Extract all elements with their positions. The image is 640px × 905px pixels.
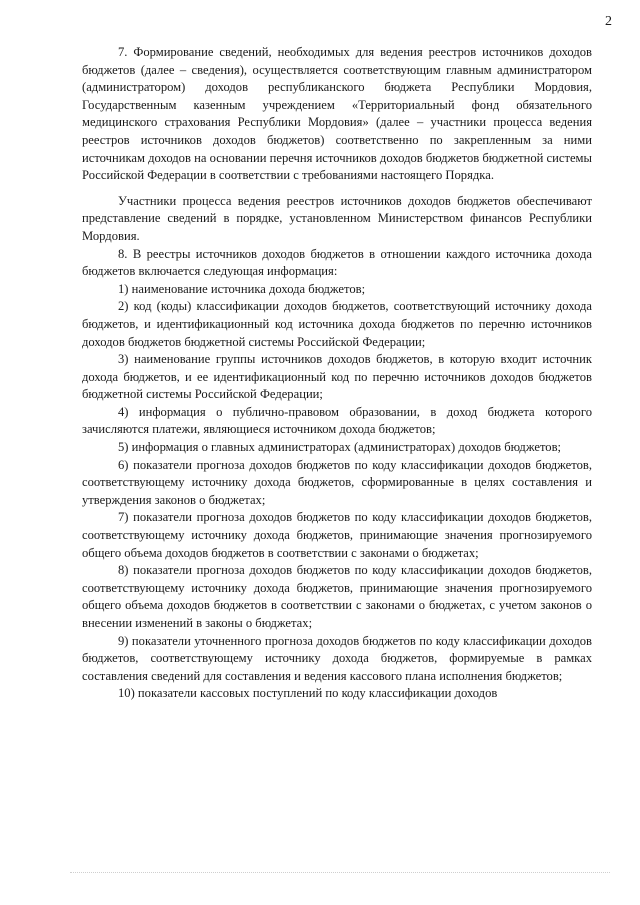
list-item-6: 6) показатели прогноза доходов бюджетов по коду классификации доходов бюджетов, соответствующему источнику дохода бюджетов, сформированные в целях составления и утверждения законов о бюджетах; — [82, 457, 592, 507]
scan-artifact-line — [70, 872, 610, 873]
paragraph-8: 8. В реестры источников доходов бюджетов в отношении каждого источника дохода бюджетов включается следующая информация: — [82, 246, 592, 279]
list-item-4: 4) информация о публично-правовом образовании, в доход бюджета которого зачисляются платежи, являющиеся источником дохода бюджетов; — [82, 404, 592, 437]
list-item-2: 2) код (коды) классификации доходов бюджетов, соответствующий источнику дохода бюджетов, и идентификационный код источника дохода бюджетов по перечню источников доходов бюджетов бюджетной системы Российской Федерации; — [82, 299, 592, 349]
list-item-10: 10) показатели кассовых поступлений по коду классификации доходов — [118, 686, 498, 701]
list-item-9: 9) показатели уточненного прогноза доходов бюджетов по коду классификации доходов бюджетов, соответствующему источнику дохода бюджетов, формируемые в рамках составления сведений для составления и ведения кассового плана исполнения бюджетов; — [82, 633, 592, 683]
list-item-7: 7) показатели прогноза доходов бюджетов по коду классификации доходов бюджетов, соответствующему источнику дохода бюджетов, принимающие значения прогнозируемого общего объема доходов бюджетов в соответствии с законами о бюджетах; — [82, 510, 592, 560]
list-item-3: 3) наименование группы источников доходов бюджетов, в которую входит источник дохода бюджетов, и ее идентификационный код по перечню источников доходов бюджетов бюджетной системы Российской Федерации; — [82, 352, 592, 402]
paragraph-participants: Участники процесса ведения реестров источников доходов бюджетов обеспечивают представление сведений в порядке, установленном Министерством финансов Республики Мордовия. — [82, 193, 592, 243]
page-number: 2 — [605, 14, 612, 29]
paragraph-7: 7. Формирование сведений, необходимых для ведения реестров источников доходов бюджетов (далее – сведения), осуществляется соответствующим главным администратором (администратором) доходов республиканского бюджета Республики Мордовия, Государственным казенным учреждением «Территориальный фонд обязательного медицинского страхования Республики Мордовия» (далее – участники процесса ведения реестров источников доходов бюджетов) соответственно по закрепленным за ними источникам доходов на основании перечня источников доходов бюджетов бюджетной системы Российской Федерации в соответствии с требованиями настоящего Порядка. — [82, 45, 592, 183]
document-body — [82, 44, 592, 703]
list-item-1: 1) наименование источника дохода бюджетов; — [118, 281, 366, 296]
list-item-8: 8) показатели прогноза доходов бюджетов по коду классификации доходов бюджетов, соответствующему источнику дохода бюджетов, принимающие значения прогнозируемого общего объема доходов бюджетов в соответствии с законами о бюджетах, с учетом законов о внесении изменений в законы о бюджетах; — [82, 563, 592, 630]
list-item-5: 5) информация о главных администраторах (администраторах) доходов бюджетов; — [118, 440, 562, 455]
